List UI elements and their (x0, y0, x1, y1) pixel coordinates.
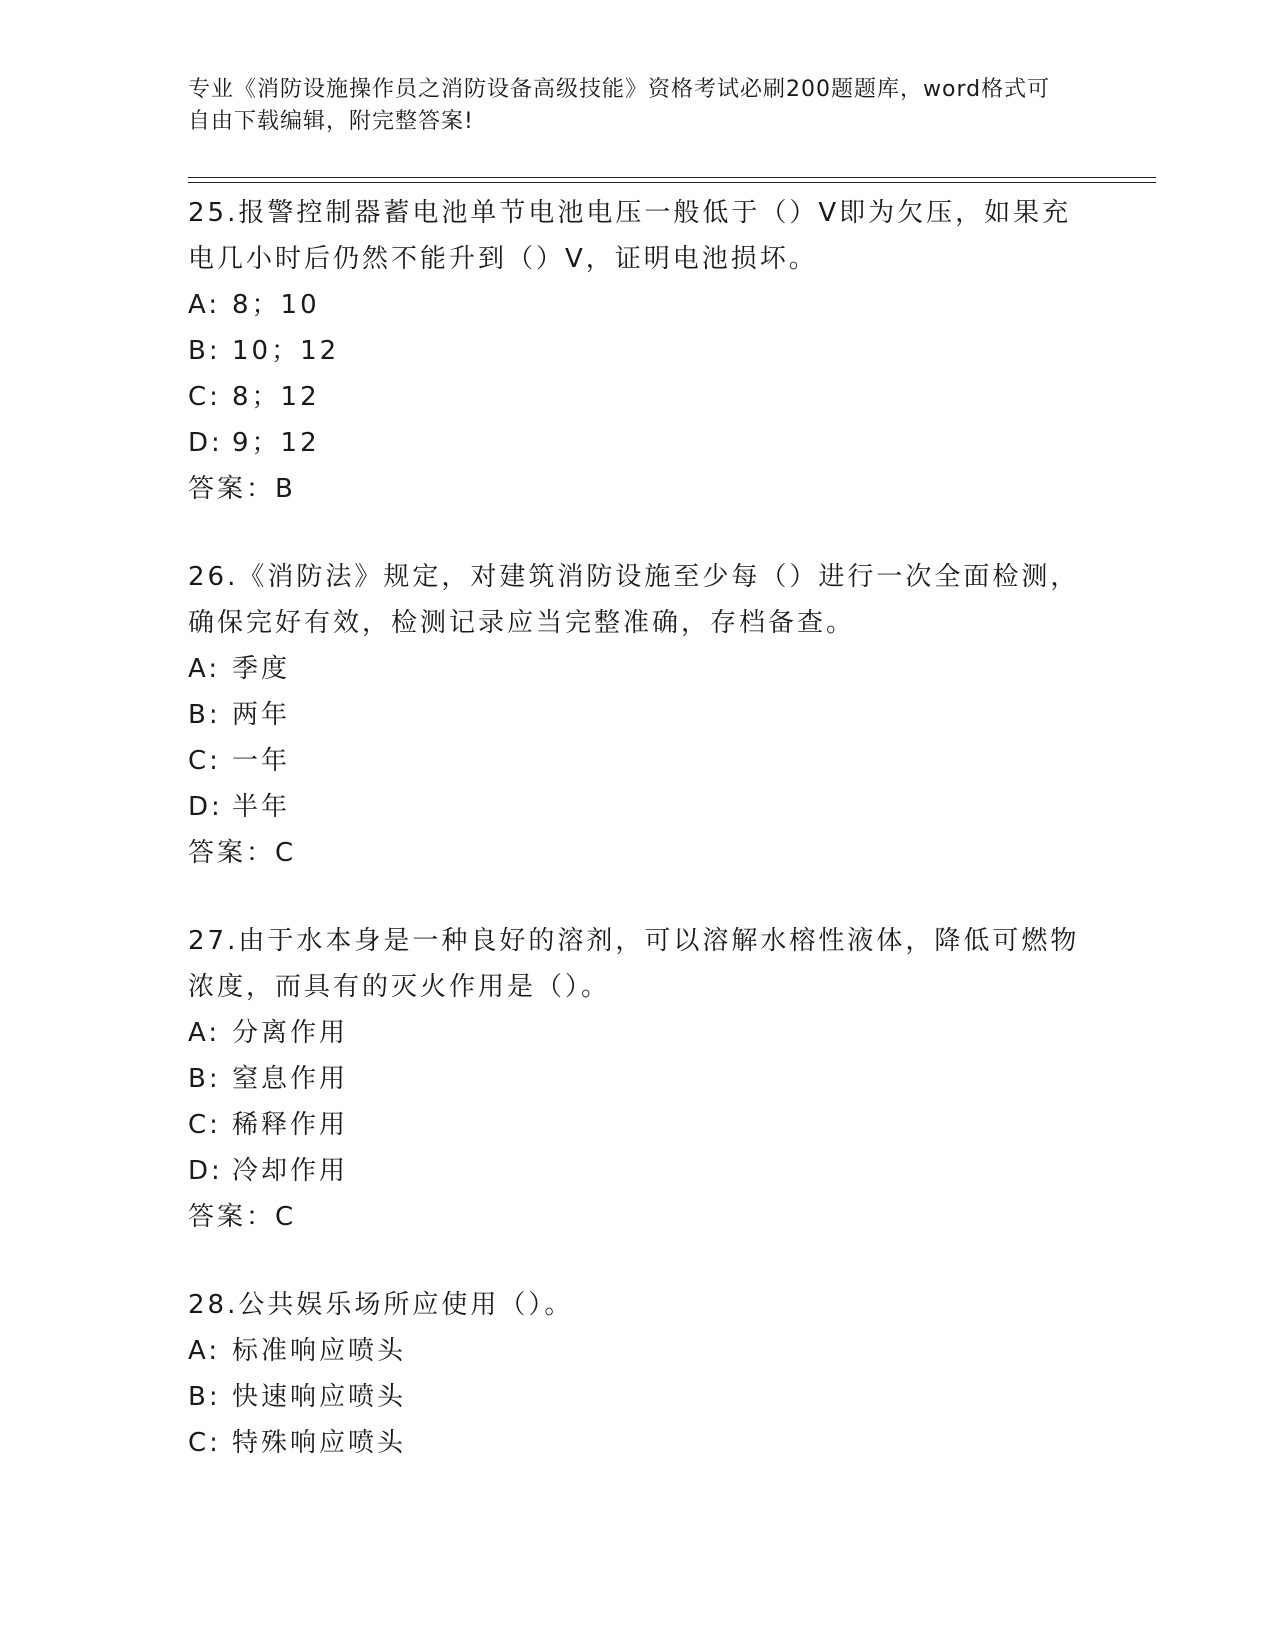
option-letter: B: (188, 700, 221, 730)
option-letter: A: (188, 290, 221, 320)
option-letter: B: (188, 336, 221, 366)
option-b (188, 328, 1088, 374)
option-letter: C: (188, 1428, 221, 1458)
option-text: 冷却作用 (232, 1156, 349, 1186)
answer-line: 答案：C (188, 1202, 297, 1232)
option-letter: A: (188, 1018, 221, 1048)
option-c (188, 1102, 1088, 1148)
option-text: 特殊响应喷头 (232, 1428, 407, 1458)
option-text: 半年 (232, 792, 291, 822)
option-d (188, 1148, 1088, 1194)
document-header: 专业《消防设施操作员之消防设备高级技能》资格考试必刷200题题库，word格式可自由下载编辑，附完整答案! (188, 77, 1051, 134)
option-c (188, 374, 1088, 420)
option-text: 10；12 (232, 336, 340, 366)
option-text: 稀释作用 (232, 1110, 349, 1140)
option-text: 两年 (232, 700, 291, 730)
option-text: 快速响应喷头 (232, 1382, 407, 1412)
option-text: 季度 (232, 654, 291, 684)
question-list (188, 188, 1088, 1466)
option-letter: C: (188, 1110, 221, 1140)
option-letter: B: (188, 1382, 221, 1412)
option-c (188, 1420, 1088, 1466)
answer-line: 答案：B (188, 474, 296, 504)
question-stem: 27.由于水本身是一种良好的溶剂，可以溶解水榕性液体，降低可燃物浓度，而具有的灭火作用是（）。 (188, 926, 1080, 1002)
option-text: 8；10 (232, 290, 320, 320)
question-stem: 25.报警控制器蓄电池单节电池电压一般低于（）V即为欠压，如果充电几小时后仍然不能升到（）V，证明电池损坏。 (188, 198, 1072, 274)
option-b (188, 1374, 1088, 1420)
option-b (188, 692, 1088, 738)
option-text: 分离作用 (232, 1018, 349, 1048)
option-letter: C: (188, 382, 221, 412)
option-a (188, 1328, 1088, 1374)
option-letter: A: (188, 654, 221, 684)
option-letter: D: (188, 428, 223, 458)
option-letter: D: (188, 792, 223, 822)
question-28 (188, 1280, 1088, 1466)
option-d (188, 784, 1088, 830)
question-25 (188, 188, 1088, 512)
option-b (188, 1056, 1088, 1102)
question-27 (188, 916, 1088, 1240)
question-stem: 28.公共娱乐场所应使用（）。 (188, 1290, 574, 1320)
option-letter: A: (188, 1336, 221, 1366)
option-d (188, 420, 1088, 466)
answer-line: 答案：C (188, 838, 297, 868)
option-a (188, 646, 1088, 692)
option-text: 9；12 (232, 428, 320, 458)
option-letter: D: (188, 1156, 223, 1186)
header-rule-top (188, 177, 1156, 178)
option-c (188, 738, 1088, 784)
option-a (188, 282, 1088, 328)
option-a (188, 1010, 1088, 1056)
question-26 (188, 552, 1088, 876)
option-text: 一年 (232, 746, 291, 776)
option-letter: C: (188, 746, 221, 776)
question-stem: 26.《消防法》规定，对建筑消防设施至少每（）进行一次全面检测，确保完好有效，检测记录应当完整准确，存档备查。 (188, 562, 1080, 638)
option-text: 标准响应喷头 (232, 1336, 407, 1366)
option-text: 窒息作用 (232, 1064, 349, 1094)
option-letter: B: (188, 1064, 221, 1094)
header-rule-bottom (188, 182, 1156, 183)
option-text: 8；12 (232, 382, 320, 412)
